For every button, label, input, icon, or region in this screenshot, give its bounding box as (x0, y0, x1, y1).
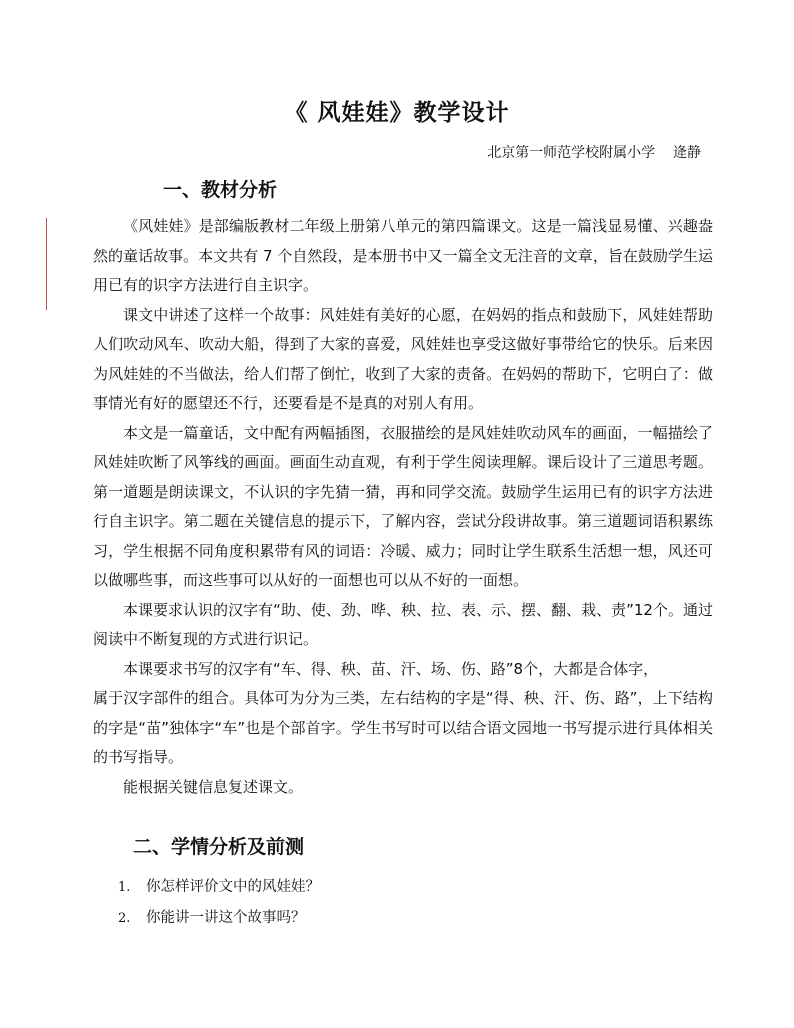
list-number: 1. (118, 880, 131, 895)
list-number: 2. (118, 911, 131, 926)
section-heading-learning-analysis: 二、学情分析及前测 (133, 836, 305, 858)
paragraph: 课文中讲述了这样一个故事：风娃娃有美好的心愿，在妈妈的指点和鼓励下，风娃娃帮助人们吹动风车、吹动大船，得到了大家的喜爱，风娃娃也享受这做好事带给它的快乐。后来因为风娃娃的不当做法，给人们帮了倒忙，收到了大家的责备。在妈妈的帮助下，它明白了：做事情光有好的愿望还不行，还要看是不是真的对别人有用。 (93, 305, 713, 412)
paragraph: 属于汉字部件的组合。具体可为分为三类，左右结构的字是“得、秧、汗、伤、路”，上下结构的字是“苗”独体字“车”也是个部首字。学生书写时可以结合语文园地一书写提示进行具体相关的书写指导。 (93, 689, 713, 766)
list-item (118, 872, 320, 903)
paragraph: 本文是一篇童话，文中配有两幅插图，衣服描绘的是风娃娃吹动风车的画面，一幅描绘了风娃娃吹断了风筝线的画面。画面生动直观，有利于学生阅读理解。课后设计了三道思考题。第一道题是朗读课文，不认识的字先猜一猜，再和同学交流。鼓励学生运用已有的识字方法进行自主识字。第二题在关键信息的提示下，了解内容，尝试分段讲故事。第三道题词语积累练习，学生根据不同角度积累带有风的词语：冷暖、威力；同时让学生联系生活想一想，风还可以做哪些事，而这些事可以从好的一面想也可以从不好的一面想。 (93, 423, 713, 589)
list-item (118, 903, 320, 934)
list-item-text: 你能讲一讲这个故事吗？ (146, 910, 306, 926)
section-body-textbook-analysis (93, 212, 713, 802)
pretest-question-list (118, 872, 320, 934)
paragraph: 能根据关键信息复述课文。 (123, 777, 304, 796)
paragraph: 本课要求认识的汉字有“助、使、劲、哗、秧、拉、表、示、摆、翻、栽、责”12个。通过阅读中不断复现的方式进行识记。 (93, 600, 713, 648)
section-heading-textbook-analysis: 一、教材分析 (163, 179, 278, 201)
document-title: 《 风娃娃》教学设计 (284, 100, 510, 126)
paragraph: 《风娃娃》是部编版教材二年级上册第八单元的第四篇课文。这是一篇浅显易懂、兴趣盎然的童话故事。本文共有 7 个自然段，是本册书中又一篇全文无注音的文章，旨在鼓励学生运用已有的识字方法进行自主识字。 (93, 217, 713, 294)
margin-revision-line (46, 218, 47, 310)
list-item-text: 你怎样评价文中的风娃娃？ (146, 879, 320, 895)
paragraph: 本课要求书写的汉字有“车、得、秧、苗、汗、场、伤、路”8个，大都是合体字， (123, 659, 659, 678)
author-line: 北京第一师范学校附属小学 逄静 (487, 145, 701, 161)
